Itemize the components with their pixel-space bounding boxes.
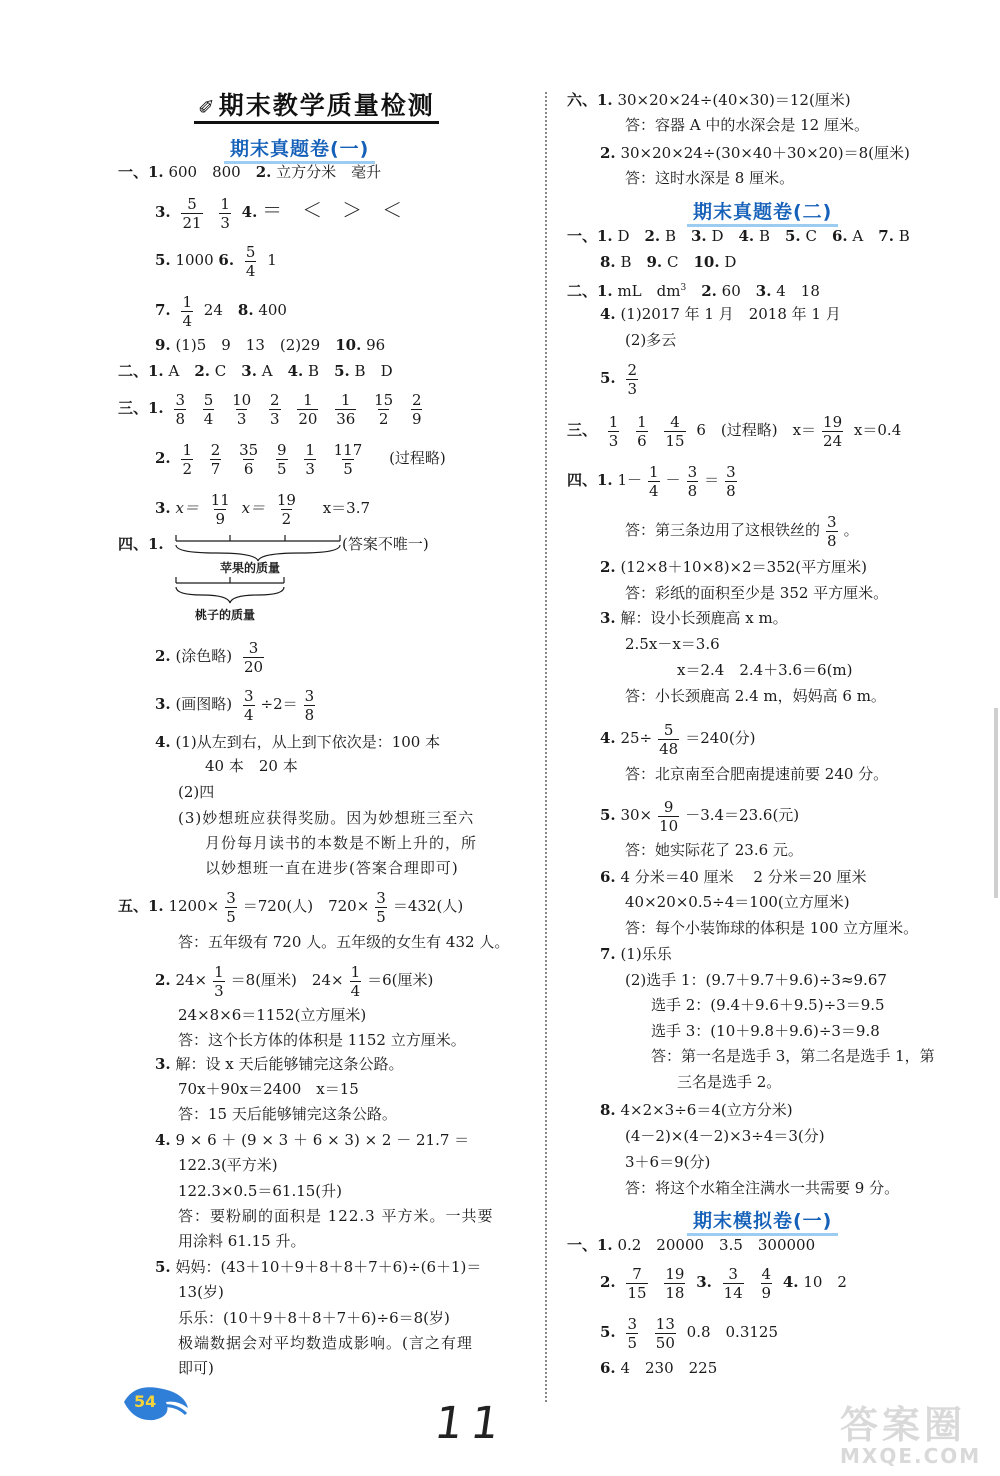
answer-row: 一、1. 0.2 20000 3.5 300000 xyxy=(567,1236,816,1254)
answer-row: 一、1. 600 800 2. 立方分米 毫升 xyxy=(118,163,382,181)
answer-row: 5. $\frac{2}{3}$ xyxy=(600,360,637,398)
answer-row: 三、 $\frac{1}{3}$ $\frac{1}{6}$ $\frac{4}{15}$ 6 (过程略) x＝ $\frac{19}{24}$ x＝0.4 xyxy=(567,412,902,450)
answer-row: 5. $\frac{3}{5}$ $\frac{13}{50}$ 0.8 0.3125 xyxy=(600,1314,778,1352)
answer-line: 答：她实际花了 23.6 元。 xyxy=(625,841,803,859)
page-number-badge xyxy=(120,1380,192,1424)
answer-row: 8. B 9. C 10. D xyxy=(600,253,737,271)
answer-line: x＝2.4 2.4＋3.6＝6(m) xyxy=(677,661,853,679)
answer-row: 3. (画图略) $\frac{3}{4}$ ÷2＝ $\frac{3}{8}$ xyxy=(155,686,315,724)
answer-line: 选手 3：(10＋9.8＋9.6)÷3＝9.8 xyxy=(651,1022,880,1040)
page-title: ✐期末教学质量检测 xyxy=(198,86,435,122)
answer-row: 2. 24× $\frac{1}{3}$ ＝8(厘米) 24× $\frac{1}{4}$ ＝6(厘米) xyxy=(155,962,434,1000)
column-divider xyxy=(545,92,547,1402)
answer-row: 5. 1000 6. $\frac{5}{4}$ 1 xyxy=(155,242,277,280)
answer-line: 用涂料 61.15 升。 xyxy=(178,1232,306,1250)
answer-line: 极端数据会对平均数造成影响。(言之有理 xyxy=(178,1334,473,1352)
answer-row: 7. $\frac{1}{4}$ 24 8. 400 xyxy=(155,292,287,330)
answer-row: 4. 9 × 6 ＋ (9 × 3 ＋ 6 × 3) × 2 － 21.7 ＝ xyxy=(155,1131,470,1149)
answer-row: 3. $\frac{5}{21}$ $\frac{1}{3}$ 4. ＝ ＜ ＞ ＜ xyxy=(155,194,403,232)
watermark-url: MXQE.COM xyxy=(840,1444,982,1468)
answer-row: 四、1. xyxy=(118,535,164,553)
answer-line: 122.3(平方米) xyxy=(178,1156,278,1174)
answer-row: 3. 解：设 x 天后能够铺完这条公路。 xyxy=(155,1055,404,1073)
answer-line: (3)妙想班应获得奖励。因为妙想班三至六 xyxy=(178,809,475,827)
answer-line: 月份每月读书的本数是不断上升的，所 xyxy=(205,834,478,852)
answer-row: 6. 4 分米＝40 厘米 2 分米＝20 厘米 xyxy=(600,868,867,886)
answer-line: 答：15 天后能够铺完这条公路。 xyxy=(178,1105,397,1123)
answer-line: (2)选手 1：(9.7＋9.7＋9.6)÷3≈9.67 xyxy=(625,971,887,989)
section-title-2: 期末真题卷(二) xyxy=(693,197,832,224)
answer-row: 5. 30× $\frac{9}{10}$ －3.4＝23.6(元) xyxy=(600,797,800,835)
answer-line: 答：每个小装饰球的体积是 100 立方厘米。 xyxy=(625,919,919,937)
page-edge-mark xyxy=(994,708,998,898)
answer-row: 六、1. 30×20×24÷(40×30)＝12(厘米) xyxy=(567,91,851,109)
answer-row: 3. 解：设小长颈鹿高 x m。 xyxy=(600,609,788,627)
watermark-logo-text: 答案圈 xyxy=(840,1403,967,1447)
answer-line: 以妙想班一直在进步(答案合理即可) xyxy=(205,859,459,877)
answer-row: 一、1. D 2. B 3. D 4. B 5. C 6. A 7. B xyxy=(567,227,910,245)
answer-line: 答：小长颈鹿高 2.4 m，妈妈高 6 m。 xyxy=(625,687,886,705)
answer-line: 答：五年级有 720 人。五年级的女生有 432 人。 xyxy=(178,933,510,951)
answer-row: 三、1. $\frac{3}{8}$ $\frac{5}{4}$ $\frac{10}{3}$ $\frac{2}{3}$ $\frac{1}{20}$ $\frac{1}{36}$ $\frac{15}{2}$ $\frac{2}{9}$ xyxy=(118,390,422,428)
answer-line: 答：要粉刷的面积是 122.3 平方米。一共要 xyxy=(178,1207,494,1225)
answer-row: 4. 25÷ $\frac{5}{48}$ ＝240(分) xyxy=(600,720,756,758)
answer-row: 二、1. A 2. C 3. A 4. B 5. B D xyxy=(118,362,393,380)
answer-row: 6. 4 230 225 xyxy=(600,1359,718,1377)
watermark xyxy=(840,1405,995,1471)
answer-line: 3＋6＝9(分) xyxy=(625,1153,711,1171)
answer-row: 四、1. 1－ $\frac{1}{4}$ － $\frac{3}{8}$ ＝ $\frac{3}{8}$ xyxy=(567,462,736,500)
answer-line: 即可) xyxy=(178,1359,214,1377)
answer-row: 7. (1)乐乐 xyxy=(600,945,672,963)
answer-line: 答：彩纸的面积至少是 352 平方厘米。 xyxy=(625,584,889,602)
answer-line: 122.3×0.5＝61.15(升) xyxy=(178,1182,343,1200)
answer-line: 70x＋90x＝2400 x＝15 xyxy=(178,1080,359,1098)
handwritten-mark: 11 xyxy=(431,1398,511,1449)
section-title-1: 期末真题卷(一) xyxy=(230,134,369,161)
answer-line: (4－2)×(4－2)×3÷4＝3(分) xyxy=(625,1127,825,1145)
answer-line: 答：北京南至合肥南提速前要 240 分。 xyxy=(625,765,889,783)
answer-line: 选手 2：(9.4＋9.6＋9.5)÷3＝9.5 xyxy=(651,996,885,1014)
answer-line: 答：这个长方体的体积是 1152 立方厘米。 xyxy=(178,1031,466,1049)
answer-line: 答：容器 A 中的水深会是 12 厘米。 xyxy=(625,116,869,134)
peach-weight-label: 桃子的质量 xyxy=(195,608,256,622)
answer-row: 2. $\frac{7}{15}$ $\frac{19}{18}$ 3. $\frac{3}{14}$ $\frac{4}{9}$ 4. 10 2 xyxy=(600,1264,847,1302)
answer-line: 乐乐：(10＋9＋8＋8＋7＋6)÷6＝8(岁) xyxy=(178,1309,450,1327)
answer-row: 答：第三条边用了这根铁丝的 $\frac{3}{8}$ 。 xyxy=(625,512,859,550)
section-title-3: 期末模拟卷(一) xyxy=(693,1206,832,1233)
answer-row: 2. (12×8＋10×8)×2＝352(平方厘米) xyxy=(600,558,868,576)
answer-line: (2)多云 xyxy=(625,331,677,349)
answer-row: 9. (1)5 9 13 (2)29 10. 96 xyxy=(155,336,386,354)
answer-row: 五、1. 1200× $\frac{3}{5}$ ＝720(人) 720× $\frac{3}{5}$ ＝432(人) xyxy=(118,888,464,926)
answer-line: 答：这时水深是 8 厘米。 xyxy=(625,169,795,187)
answer-line: 24×8×6＝1152(立方厘米) xyxy=(178,1006,367,1024)
apple-weight-label: 苹果的质量 xyxy=(220,561,281,575)
answer-line: 答：第一名是选手 3，第二名是选手 1，第 xyxy=(651,1047,935,1065)
answer-row: 3. x＝ $\frac{11}{9}$ x＝ $\frac{19}{2}$ x＝3.7 xyxy=(155,490,371,528)
answer-line: 40 本 20 本 xyxy=(205,757,298,775)
answer-line: 2.5x－x＝3.6 xyxy=(625,635,720,653)
answer-row: 二、1. mL $dm^3$ 2. 60 3. 4 18 xyxy=(567,282,820,300)
page-number: 54 xyxy=(134,1392,157,1411)
answer-line: 三名是选手 2。 xyxy=(677,1073,782,1091)
answer-line: 13(岁) xyxy=(178,1283,224,1301)
answer-row: 4. (1)从左到右，从上到下依次是：100 本 xyxy=(155,733,441,751)
answer-row: 2. $\frac{1}{2}$ $\frac{2}{7}$ $\frac{35}{6}$ $\frac{9}{5}$ $\frac{1}{3}$ $\frac{117}{5}$ (过程略) xyxy=(155,440,446,478)
answer-note: (答案不唯一) xyxy=(342,535,429,553)
answer-row: 5. 妈妈：(43＋10＋9＋8＋8＋7＋6)÷(6＋1)＝ xyxy=(155,1258,482,1276)
answer-line: (2)四 xyxy=(178,783,215,801)
answer-row: 2. (涂色略) $\frac{3}{20}$ xyxy=(155,638,264,676)
answer-line: 答：将这个水箱全注满水一共需要 9 分。 xyxy=(625,1179,900,1197)
rocket-icon: ✐ xyxy=(198,95,217,119)
answer-row: 4. (1)2017 年 1 月 2018 年 1 月 xyxy=(600,305,841,323)
answer-row: 2. 30×20×24÷(30×40＋30×20)＝8(厘米) xyxy=(600,144,910,162)
answer-row: 8. 4×2×3÷6＝4(立方分米) xyxy=(600,1101,793,1119)
answer-line: 40×20×0.5÷4＝100(立方厘米) xyxy=(625,893,850,911)
